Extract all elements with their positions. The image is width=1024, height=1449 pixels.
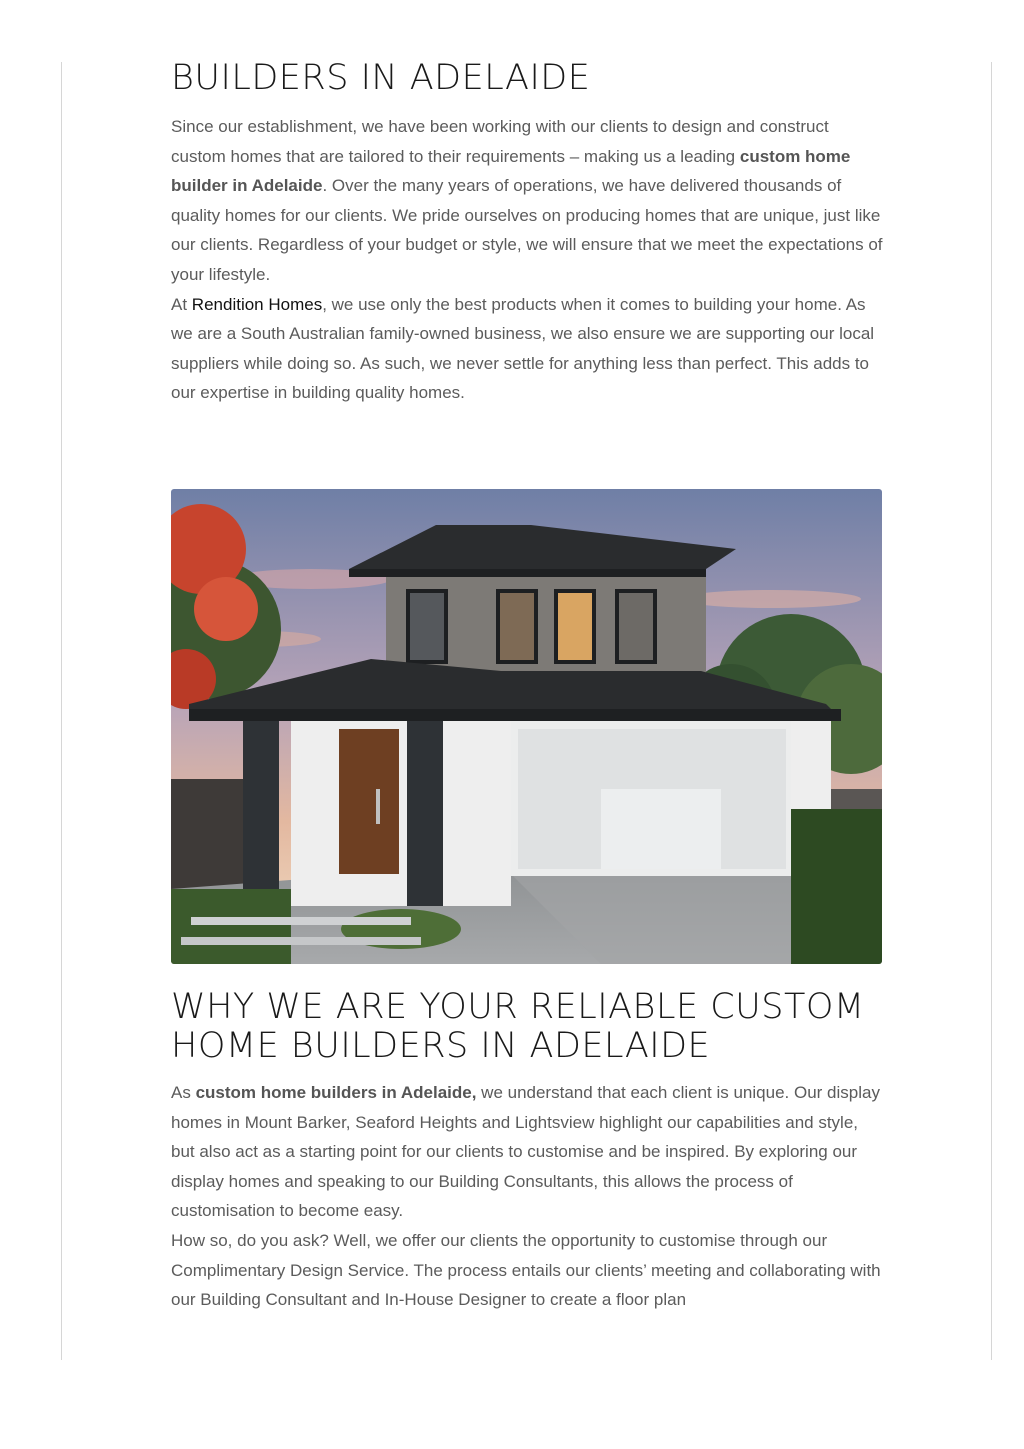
rendition-homes-link[interactable]: Rendition Homes [191, 294, 323, 314]
reliability-text-start: As [171, 1082, 196, 1102]
right-page-rule [991, 62, 992, 1360]
intro-paragraph [171, 112, 883, 290]
reliability-paragraph [171, 1078, 883, 1226]
reliability-bold-keyword: custom home builders in Adelaide, [195, 1082, 477, 1102]
products-text-start: At [171, 294, 192, 314]
house-photo [171, 489, 882, 964]
products-paragraph [171, 290, 883, 408]
article [171, 56, 883, 1315]
section-heading-builders: BUILDERS IN ADELAIDE [171, 58, 591, 98]
section-heading-why-us: WHY WE ARE YOUR RELIABLE CUSTOM HOME BUILDERS IN ADELAIDE [171, 986, 865, 1066]
left-page-rule [61, 62, 62, 1360]
intro-text-end: . Over the many years of operations, we have delivered thousands of quality homes for our clients. We pride ourselves on producing homes that are unique, just like our clients. Regardless of your budget or style, we will ensure that we meet the expectations of your lifestyle. [171, 176, 883, 284]
intro-bold-keyword: custom home builder in Adelaide [171, 146, 851, 196]
design-service-paragraph: How so, do you ask? Well, we offer our clients the opportunity to customise through our Complimentary Design Service. The process entails our clients’ meeting and collaborating with our Building Consultant and In-House Designer to create a floor plan [171, 1230, 881, 1310]
intro-text-start: Since our establishment, we have been working with our clients to design and construct custom homes that are tailored to their requirements – making us a leading [171, 117, 829, 166]
reliability-text-end: we understand that each client is unique. Our display homes in Mount Barker, Seaford Heights and Lightsview highlight our capabilities and style, but also act as a starting point for our clients to customise and be inspired. By exploring our display homes and speaking to our Building Consultants, this allows the process of customisation to become easy. [171, 1082, 880, 1221]
products-text-end: , we use only the best products when it comes to building your home. As we are a South Australian family-owned business, we also ensure we are supporting our local suppliers while doing so. As such, we never settle for anything less than perfect. This adds to our expertise in building quality homes. [171, 294, 875, 403]
